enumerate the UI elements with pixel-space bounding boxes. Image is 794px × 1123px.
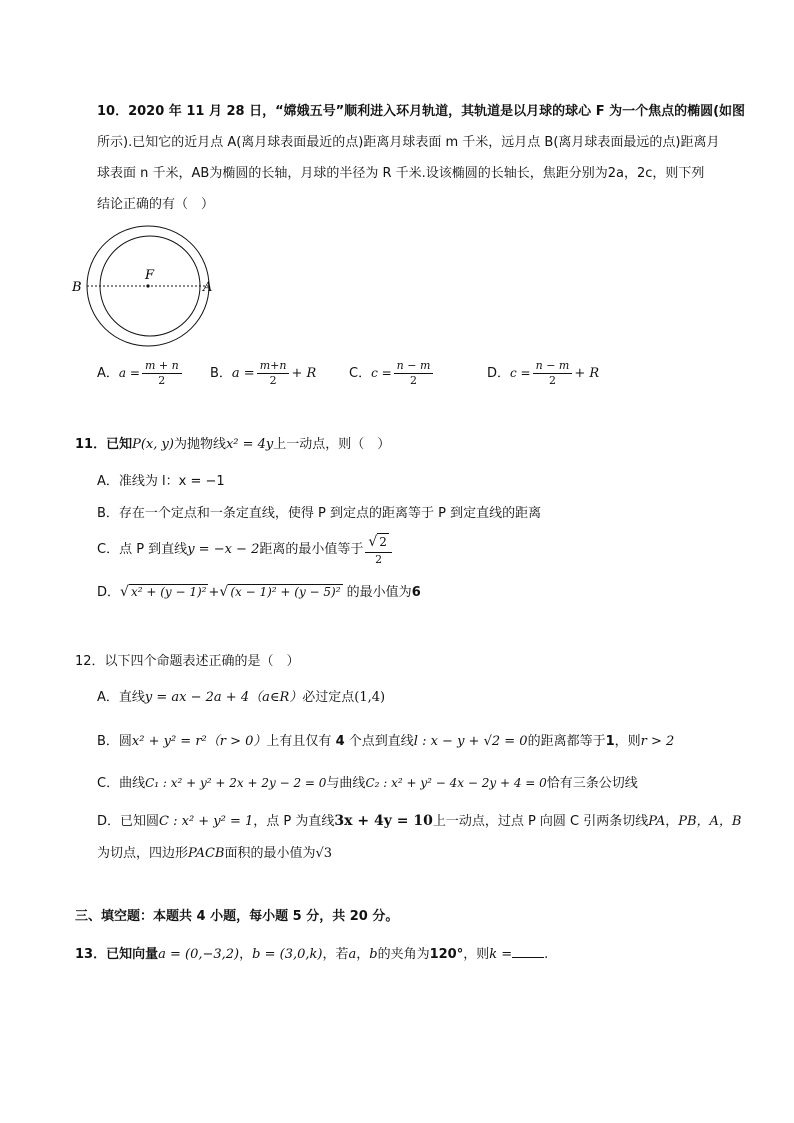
q12-option-c: C．曲线C₁ : x² + y² + 2x + 2y − 2 = 0与曲线C₂ : x² + y² − 4x − 2y + 4 = 0恰有三条公切线 bbox=[97, 776, 638, 791]
q10-option-c: C．c = $\frac{n - m}{2}$ bbox=[349, 359, 435, 388]
q10-line3: 球表面 n 千米，AB为椭圆的长轴，月球的半径为 R 千米.设该椭圆的长轴长，焦距分别为2a，2c，则下列 bbox=[97, 166, 705, 181]
q10-option-b: B．a = $\frac{m+n}{2}$ + R bbox=[210, 359, 317, 387]
q11-option-a: A．准线为 l：x = −1 bbox=[97, 474, 225, 489]
q12-option-b: B．圆x² + y² = r²（r > 0）上有且仅有 4 个点到直线l : x − y + √2 = 0的距离都等于1，则r > 2 bbox=[97, 734, 675, 749]
label-b: B bbox=[72, 280, 82, 295]
label-a: A bbox=[203, 280, 213, 295]
q12-option-d: D．已知圆C : x² + y² = 1，点 P 为直线3x + 4y = 10上一动点，过点 P 向圆 C 引两条切线PA，PB，A，B bbox=[97, 813, 742, 829]
q11-stem: 11．已知P(x, y)为抛物线x² = 4y上一动点，则（ ） bbox=[75, 437, 391, 452]
q10-line1: 10．2020 年 11 月 28 日，“嫦娥五号”顺利进入环月轨道，其轨道是以月球的球心 F 为一个焦点的椭圆(如图 bbox=[97, 104, 746, 119]
section-3-title: 三、填空题：本题共 4 小题，每小题 5 分，共 20 分。 bbox=[75, 909, 399, 924]
q11-option-b: B．存在一个定点和一条定直线，使得 P 到定点的距离等于 P 到定直线的距离 bbox=[97, 506, 542, 521]
q12-option-d-cont: 为切点，四边形PACB面积的最小值为√3 bbox=[97, 846, 333, 861]
q11-option-d: D．√ x² + (y − 1)² +√ (x − 1)² + (y − 5)² 的最小值为6 bbox=[97, 584, 421, 600]
focus-point bbox=[146, 284, 149, 287]
q11-option-c: C．点 P 到直线y = −x − 2距离的最小值等于 $\frac{√ 2}{2}$ bbox=[97, 533, 394, 566]
label-f: F bbox=[145, 268, 155, 283]
q10-option-a: A．a = $\frac{m + n}{2}$ bbox=[97, 359, 184, 388]
q10-line2: 所示).已知它的近月点 A(离月球表面最近的点)距离月球表面 m 千米，远月点 B(离月球表面最远的点)距离月 bbox=[97, 135, 720, 150]
q13: 13．已知向量a = (0,−3,2)，b = (3,0,k)，若a，b的夹角为120°，则k = . bbox=[75, 947, 549, 962]
orbit-figure bbox=[70, 222, 220, 352]
q10-option-d: D．c = $\frac{n - m}{2}$ + R bbox=[487, 359, 600, 387]
q12-stem: 12．以下四个命题表述正确的是（ ） bbox=[75, 654, 300, 669]
answer-blank[interactable] bbox=[512, 947, 544, 958]
q12-option-a: A．直线y = ax − 2a + 4（a∈R）必过定点(1,4) bbox=[97, 690, 386, 705]
q10-line4: 结论正确的有（ ） bbox=[97, 197, 215, 212]
